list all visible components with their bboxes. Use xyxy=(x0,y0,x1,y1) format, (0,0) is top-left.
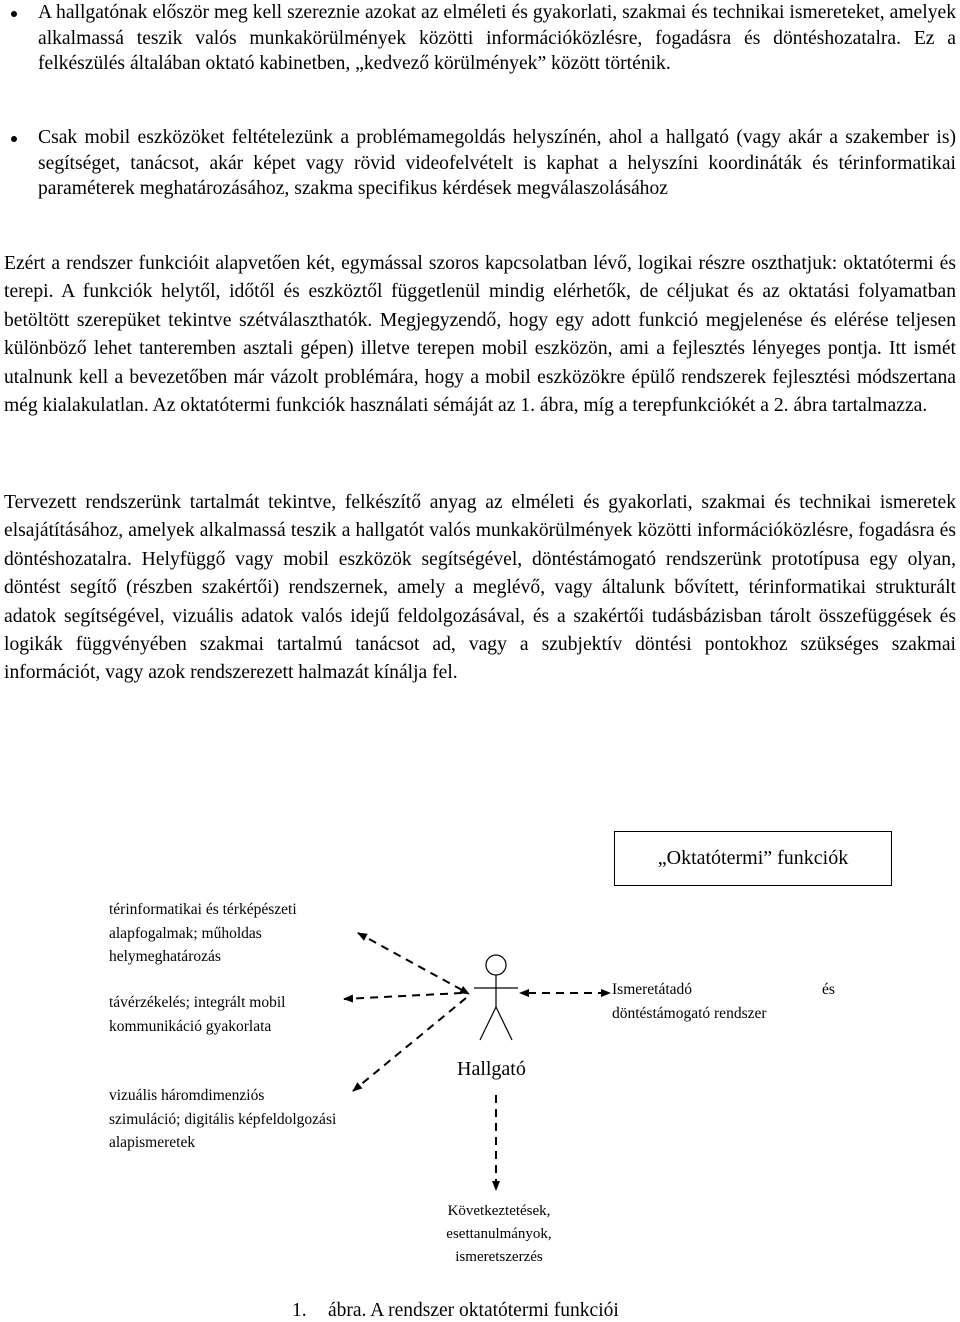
diagram-right-line: döntéstámogató rendszer xyxy=(612,1004,767,1022)
diagram-left-line: szimuláció; digitális képfeldolgozási xyxy=(109,1110,337,1128)
figure-caption xyxy=(292,1300,619,1322)
diagram-bottom-line: Következtetések, xyxy=(447,1203,551,1219)
diagram-right-line: és xyxy=(822,981,835,998)
figure-caption-text: ábra. A rendszer oktatótermi funkciói xyxy=(328,1300,619,1321)
arrow-to-left-top xyxy=(358,933,462,990)
diagram-left-line: kommunikáció gyakorlata xyxy=(109,1017,272,1035)
person-icon xyxy=(474,955,518,1040)
diagram-left-line: alapfogalmak; műholdas xyxy=(109,924,262,942)
arrow-to-left-middle xyxy=(344,993,462,999)
diagram-left-line: alapismeretek xyxy=(109,1134,196,1151)
diagram-center-label: Hallgató xyxy=(457,1058,526,1080)
bullet-text: Csak mobil eszközöket feltételezünk a problémamegoldás helyszínén, ahol a hallgató (vagy akár a szakember is) segítséget, tanácsot, akár képet vagy rövid videofelvételt is kaphat a helyszíni koordináták és térinformatikai paraméterek meghatározásához, szakma specifikus kérdések megválaszolásához xyxy=(38,127,956,199)
diagram-right-line: Ismeretátadó xyxy=(612,981,693,998)
diagram-title-box: „Oktatótermi” funkciók xyxy=(614,831,892,886)
diagram-left-line: vizuális háromdimenziós xyxy=(109,1087,265,1104)
diagram-bottom-line: esettanulmányok, xyxy=(446,1226,552,1242)
paragraph: Tervezett rendszerünk tartalmát tekintve, felkészítő anyag az elméleti és gyakorlati, szakmai és technikai ismeretek elsajátításához, amelyek alkalmassá teszik a hallgatót valós munkakörülmények közötti információközlésre, fogadásra és döntéshozatalra. Helyfüggő vagy mobil eszközök segítségével, döntéstámogató rendszerünk prototípusa egy olyan, döntést segítő (részben szakértői) rendszernek, amely a meglévő, vagy általunk bővített, térinformatikai strukturált adatok segítségével, vizuális adatok valós idejű feldolgozásával, és a szakértői tudásbázisban tárolt összefüggések és logikák függvényében szakmai tartalmú tanácsot ad, vagy a szubjektív döntési pontokhoz szükséges szakmai információt, vagy azok rendszerezett halmazát kínálja fel. xyxy=(4,492,956,684)
diagram-bottom-line: ismeretszerzés xyxy=(455,1249,543,1265)
diagram-left-line: térinformatikai és térképészeti xyxy=(109,901,297,918)
figure-caption-number: 1. xyxy=(292,1300,307,1321)
diagram-left-line: helymeghatározás xyxy=(109,948,221,965)
paragraph: Ezért a rendszer funkcióit alapvetően két, egymással szoros kapcsolatban lévő, logikai részre oszthatjuk: oktatótermi és terepi. A funkciók helytől, időtől és eszköztől függetlenül mindig elérhetők, de céljukat és az oktatási folyamatban betöltött szerepüket tekintve szétválaszthatók. Megjegyzendő, hogy egy adott funkció megjelenése és elérése teljesen különböző lehet tanteremben asztali gépen) illetve terepen mobil eszközön, ami a fejlesztés lényeges pontja. Itt ismét utalnunk kell a bevezetőben már vázolt problémára, hogy a mobil eszközökre épülő rendszerek fejlesztési módszertana még kialakulatlan. Az oktatótermi funkciók használati sémáját az 1. ábra, míg a terepfunkciókét a 2. ábra tartalmazza. xyxy=(4,253,956,417)
diagram-left-line: távérzékelés; integrált mobil xyxy=(109,994,286,1011)
arrow-to-left-bottom xyxy=(353,998,466,1091)
bullet-text: A hallgatónak először meg kell szereznie azokat az elméleti és gyakorlati, szakmai és technikai ismereteket, amelyek alkalmassá teszik valós munkakörülmények közötti információközlésre, fogadásra és döntéshozatalra. Ez a felkészülés általában oktató kabinetben, „kedvező körülmények” között történik. xyxy=(38,2,956,74)
